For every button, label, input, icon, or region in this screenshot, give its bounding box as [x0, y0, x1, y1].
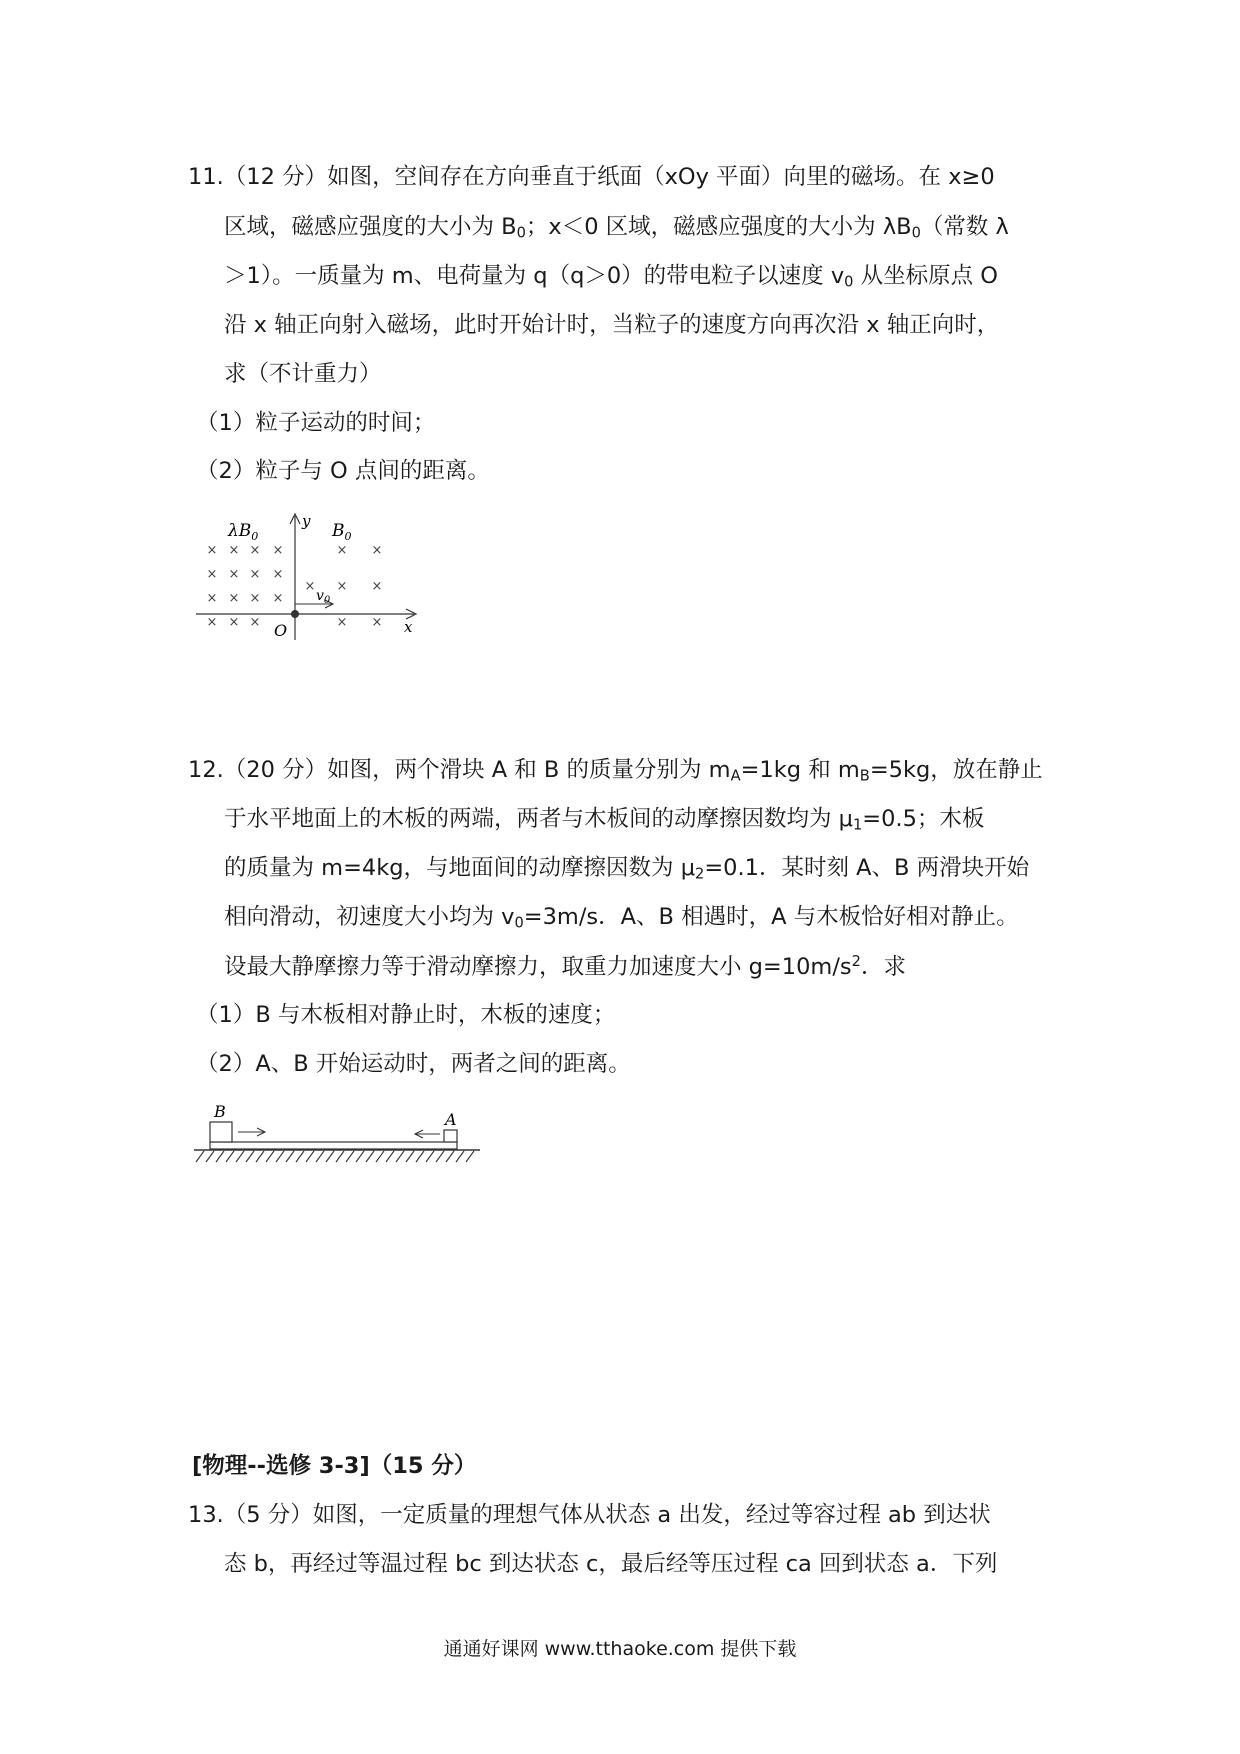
origin-dot: [291, 610, 299, 618]
ground-hatching: [196, 1151, 474, 1162]
q12-line-5: 设最大静摩擦力等于滑动摩擦力，取重力加速度大小 $g=10m/s^2$．求: [224, 953, 906, 981]
svg-text:×: ×: [304, 579, 316, 594]
page-footer: 通通好课网 www.tthaoke.com 提供下载: [443, 1638, 797, 1660]
svg-text:×: ×: [206, 543, 218, 558]
svg-text:×: ×: [336, 579, 348, 594]
q12-line-3: 的质量为 m=4kg，与地面间的动摩擦因数为 $\mu_2=0.1$．某时刻 A、B 两滑块开始: [224, 855, 1030, 883]
svg-text:×: ×: [272, 567, 284, 582]
q12-subquestion-2: （2）A、B 开始运动时，两者之间的距离。: [196, 1051, 631, 1077]
svg-text:×: ×: [206, 591, 218, 606]
q11-line-2: 区域，磁感应强度的大小为 $B_0$；x＜0 区域，磁感应强度的大小为 $\lambda B_0$（常数 λ: [224, 214, 1009, 242]
block-b: [210, 1122, 232, 1142]
svg-text:×: ×: [228, 543, 240, 558]
y-axis-label: y: [302, 512, 311, 530]
board: [210, 1142, 457, 1149]
block-a-label: A: [445, 1110, 457, 1129]
block-a: [444, 1130, 457, 1142]
svg-text:×: ×: [272, 591, 284, 606]
svg-text:×: ×: [228, 591, 240, 606]
svg-text:×: ×: [228, 615, 240, 630]
svg-text:×: ×: [249, 591, 261, 606]
svg-text:×: ×: [371, 579, 383, 594]
q12-board-figure: [192, 1100, 482, 1170]
svg-text:×: ×: [272, 543, 284, 558]
origin-label: O: [274, 621, 288, 640]
svg-text:×: ×: [249, 543, 261, 558]
q12-line-1: 12.（20 分）如图，两个滑块 A 和 B 的质量分别为 $m_A=1kg$ 和 $m_B=5kg$，放在静止: [188, 757, 1043, 785]
svg-text:×: ×: [249, 615, 261, 630]
q11-subquestion-1: （1）粒子运动的时间；: [196, 410, 436, 436]
svg-text:×: ×: [206, 567, 218, 582]
q12-line-2: 于水平地面上的木板的两端，两者与木板间的动摩擦因数均为 $\mu_1=0.5$；木板: [224, 806, 985, 834]
q12-line-4: 相向滑动，初速度大小均为 $v_0=3m/s$．A、B 相遇时，A 与木板恰好相对静止。: [224, 904, 1019, 932]
q11-subquestion-2: （2）粒子与 O 点间的距离。: [196, 458, 490, 484]
q11-magnetic-field-figure: [192, 508, 432, 646]
svg-text:×: ×: [249, 567, 261, 582]
q13-line-2: 态 b，再经过等温过程 bc 到达状态 c，最后经等压过程 ca 回到状态 a．下列: [224, 1551, 998, 1577]
x-axis-label: x: [404, 618, 413, 636]
q11-line-5: 求（不计重力）: [224, 361, 382, 387]
field-label-right: $B_0$: [332, 521, 352, 543]
field-label-left: $\lambda B_0$: [228, 521, 259, 543]
q11-line-1: 11.（12 分）如图，空间存在方向垂直于纸面（xOy 平面）向里的磁场。在 x≥0: [188, 164, 995, 190]
q11-line-3: ＞1）。一质量为 m、电荷量为 q（q＞0）的带电粒子以速度 $v_0$ 从坐标原点 O: [224, 263, 998, 291]
section-heading: [物理--选修 3-3]（15 分）: [192, 1453, 477, 1479]
q11-line-4: 沿 x 轴正向射入磁场，此时开始计时，当粒子的速度方向再次沿 x 轴正向时，: [224, 312, 1000, 338]
q13-line-1: 13.（5 分）如图，一定质量的理想气体从状态 a 出发，经过等容过程 ab 到达状: [188, 1502, 991, 1528]
svg-text:×: ×: [206, 615, 218, 630]
block-b-label: B: [214, 1102, 226, 1121]
svg-text:×: ×: [336, 543, 348, 558]
svg-text:×: ×: [336, 615, 348, 630]
svg-text:×: ×: [371, 543, 383, 558]
svg-text:×: ×: [228, 567, 240, 582]
q12-subquestion-1: （1）B 与木板相对静止时，木板的速度；: [196, 1002, 616, 1028]
velocity-label: $v_0$: [316, 588, 331, 606]
svg-text:×: ×: [371, 615, 383, 630]
